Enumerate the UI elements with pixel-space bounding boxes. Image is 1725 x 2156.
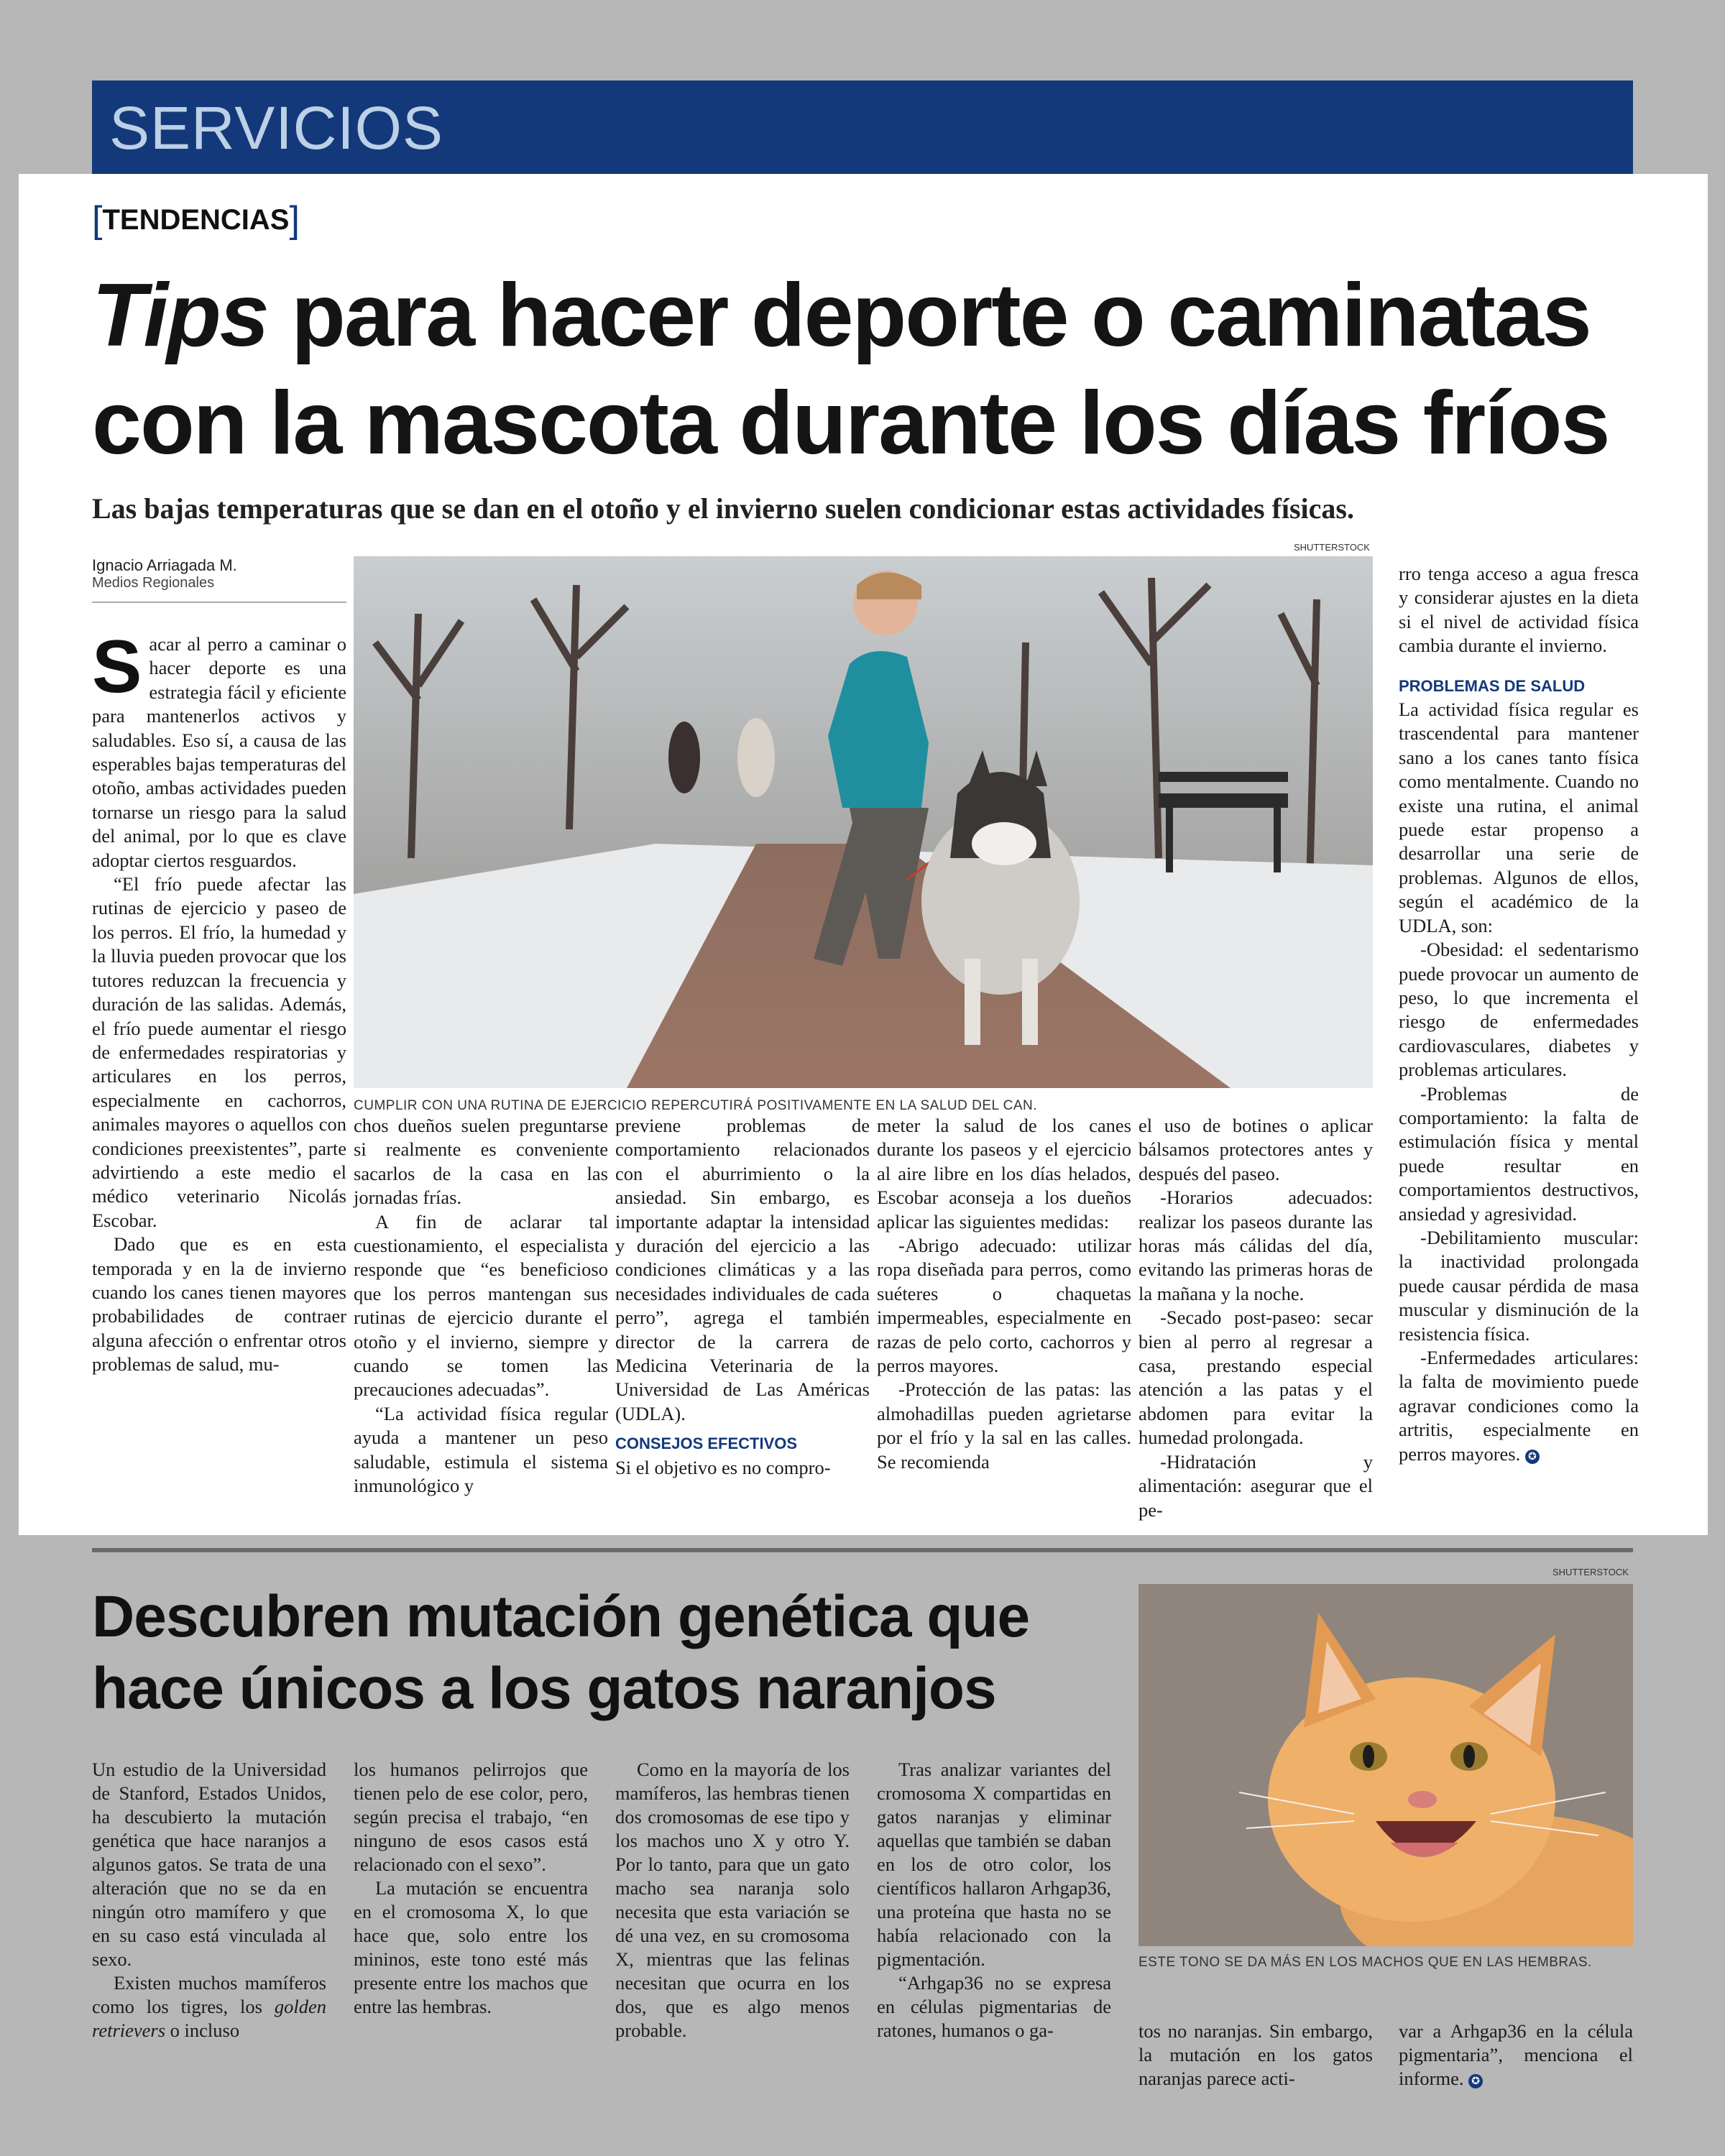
end-of-article-icon: ✪: [1525, 1450, 1540, 1464]
paragraph-text: o incluso: [165, 2019, 240, 2041]
paragraph-text: -Enfermedades articulares: la falta de movimiento puede agravar condiciones como la artritis, especialmente en perros mayores.: [1399, 1347, 1639, 1465]
article2-column-4: [877, 1758, 1111, 2042]
article-column-2: [354, 1114, 608, 1498]
kicker-bracket-open: [: [92, 199, 103, 241]
italic-term: golden retrievers: [92, 1996, 326, 2041]
paragraph: -Protección de las patas: las almohadillas pueden agrietarse por el frío y la sal en las calles. Se recomienda: [877, 1378, 1131, 1473]
paragraph: tos no naranjas. Sin embargo, la mutación en los gatos naranjas parece acti-: [1138, 2020, 1373, 2089]
paragraph-text: Existen muchos mamíferos como los tigres, los: [92, 1972, 326, 2017]
article-deck: Las bajas temperaturas que se dan en el otoño y el invierno suelen condicionar estas actividades físicas.: [92, 492, 1354, 525]
paragraph: [92, 625, 346, 872]
photo-woman-running-with-dog: [354, 556, 1373, 1088]
paragraph: -Horarios adecuados: realizar los paseos durante las horas más cálidas del día, evitando las primeras horas de la mañana y la noche.: [1138, 1187, 1373, 1304]
article-pets-cold: [19, 174, 1708, 1535]
paragraph: -Problemas de comportamiento: la falta de estimulación física y mental puede resultar en comportamientos destructivos, ansiedad y agresividad.: [1399, 1082, 1639, 1225]
paragraph: -Debilitamiento muscular: la inactividad prolongada puede causar pérdida de masa muscular y disminución de la resistencia física.: [1399, 1226, 1639, 1345]
photo-orange-cat: [1138, 1584, 1633, 1946]
subhead-consejos: CONSEJOS EFECTIVOS: [615, 1434, 798, 1453]
paragraph: [92, 1971, 326, 2042]
photo-credit-2: SHUTTERSTOCK: [1552, 1567, 1629, 1577]
subhead-salud: PROBLEMAS DE SALUD: [1399, 676, 1586, 695]
paragraph: La actividad física regular es trascendental para mantener sano a los canes tanto física como mentalmente. Cuando no existe una rutina, el animal puede estar propenso a desarrollar una serie de problemas. Algunos de ellos, según el académico de la UDLA, son:: [1399, 699, 1639, 936]
paragraph: chos dueños suelen preguntarse si realmente es conveniente sacarlos de la casa en las jornadas frías.: [354, 1115, 608, 1209]
headline-part-1: para hacer deporte o caminatas: [267, 266, 1591, 365]
paragraph: previene problemas de comportamiento relacionados con el aburrimiento o la ansiedad. Sin embargo, es importante adaptar la intensidad y duración del ejercicio a las condiciones climáticas y a las necesidades individuales de cada perro”, agrega el también director de la carrera de Medicina Veterinaria de la Universidad de Las Américas (UDLA).: [615, 1115, 870, 1424]
paragraph: meter la salud de los canes durante los paseos y el ejercicio al aire libre en los días helados, Escobar aconseja a los dueños aplicar las siguientes medidas:: [877, 1115, 1131, 1233]
dog-photo-illustration: [354, 556, 1373, 1088]
article-column-4: [877, 1114, 1131, 1474]
paragraph-text: acar al perro a caminar o hacer deporte es una estrategia fácil y eficiente para mantenerlos activos y saludables. Eso sí, a causa de las esperables bajas temperaturas del otoño, ambas actividades pueden tornarse un riesgo para la salud del animal, por lo que es clave adoptar ciertos resguardos.: [92, 633, 346, 871]
section-title: SERVICIOS: [109, 94, 443, 162]
paragraph: Si el objetivo es no compro-: [615, 1456, 831, 1478]
article-divider: [92, 1548, 1633, 1552]
article2-headline: [92, 1581, 1141, 1725]
paragraph: rro tenga acceso a agua fresca y considerar ajustes en la dieta si el nivel de actividad física cambia durante el invierno.: [1399, 563, 1639, 657]
paragraph: Dado que es en esta temporada y en la de invierno cuando los canes tienen mayores probabilidades de contraer alguna afección o enfrentar otros problemas de salud, mu-: [92, 1233, 346, 1376]
paragraph: -Hidratación y alimentación: asegurar que el pe-: [1138, 1450, 1373, 1521]
paragraph: “La actividad física regular ayuda a mantener un peso saludable, estimula el sistema inmunológico y: [354, 1402, 608, 1497]
article-column-5: [1138, 1114, 1373, 1522]
paragraph: Como en la mayoría de los mamíferos, las hembras tienen dos cromosomas de ese tipo y los machos uno X y otro Y. Por lo tanto, para que un gato macho sea naranja solo necesita que esta variación se dé una vez, en su cromosoma X, mientras que las felinas necesitan que ocurra en los dos, que es algo menos probable.: [615, 1759, 850, 2041]
paragraph: los humanos pelirrojos que tienen pelo de ese color, pero, según precisa el trabajo, “en ninguno de esos casos está relacionado con el sexo”.: [354, 1759, 588, 1875]
paragraph: La mutación se encuentra en el cromosoma X, lo que hace que, solo entre los mininos, este tono esté más presente entre los machos que entre las hembras.: [354, 1877, 588, 2017]
kicker: [92, 198, 300, 241]
article-column-1: [92, 625, 346, 1377]
drop-cap: S: [92, 625, 142, 709]
photo-credit: SHUTTERSTOCK: [1294, 542, 1370, 553]
paragraph: Tras analizar variantes del cromosoma X compartidas en gatos naranjas y eliminar aquellas que también se daban en los de otro color, los científicos hallaron Arhgap36, una proteína que hasta no se había relacionado con la pigmentación.: [877, 1759, 1111, 1970]
kicker-text: TENDENCIAS: [102, 204, 290, 236]
paragraph: “El frío puede afectar las rutinas de ejercicio y paseo de los perros. El frío, la humedad y la lluvia pueden provocar que los tutores reduzcan la frecuencia y duración de las salidas. Además, el frío puede aumentar el riesgo de enfermedades respiratorias y articulares en los perros, especialmente en cachorros, animales mayores o aquellos con condiciones preexistentes”, parte advirtiendo a este medio el médico veterinario Nicolás Escobar.: [92, 873, 346, 1231]
end-of-article-icon: ✪: [1468, 2074, 1483, 2088]
article2-column-2: [354, 1758, 588, 2019]
article-column-3: [615, 1114, 870, 1480]
paragraph: -Obesidad: el sedentarismo puede provocar un aumento de peso, lo que incrementa el riesgo de enfermedades cardiovasculares, diabetes y problemas articulares.: [1399, 939, 1639, 1081]
article-headline: [92, 262, 1673, 477]
paragraph: -Abrigo adecuado: utilizar ropa diseñada para perros, como suéteres o chaquetas impermeables, especialmente en razas de pelo corto, cachorros y perros mayores.: [877, 1235, 1131, 1377]
paragraph: Un estudio de la Universidad de Stanford, Estados Unidos, ha descubierto la mutación genética que hace naranjos a algunos gatos. Se trata de una alteración que no se da en ningún otro mamífero y que en su caso está vinculada al sexo.: [92, 1759, 326, 1970]
headline-italic: Tips: [92, 266, 268, 365]
article2-column-1: [92, 1758, 326, 2042]
author-outlet: Medios Regionales: [92, 575, 215, 591]
article2-column-5: [1138, 2019, 1373, 2091]
paragraph: A fin de aclarar tal cuestionamiento, el especialista responde que “es beneficioso que los perros mantengan sus rutinas de ejercicio durante el otoño y el invierno, siempre y cuando se tomen las precauciones adecuadas”.: [354, 1210, 608, 1401]
photo-caption: CUMPLIR CON UNA RUTINA DE EJERCICIO REPERCUTIRÁ POSITIVAMENTE EN LA SALUD DEL CAN.: [354, 1098, 1038, 1113]
author-name: Ignacio Arriagada M.: [92, 556, 237, 574]
cat-photo-illustration: [1138, 1584, 1633, 1946]
headline2-line-1: Descubren mutación genética que: [92, 1584, 1030, 1649]
byline: [92, 556, 346, 603]
paragraph: -Secado post-paseo: secar bien al perro al regresar a casa, prestando especial atención a las patas y el abdomen para evitar la humedad prolongada.: [1138, 1307, 1373, 1449]
paragraph-text: var a Arhgap36 en la célula pigmentaria”, menciona el informe.: [1399, 2020, 1633, 2089]
headline-part-2: con la mascota durante los días fríos: [92, 374, 1609, 473]
article2-column-6: [1399, 2019, 1633, 2091]
photo-caption-2: ESTE TONO SE DA MÁS EN LOS MACHOS QUE EN LAS HEMBRAS.: [1138, 1955, 1592, 1970]
paragraph: “Arhgap36 no se expresa en células pigmentarias de ratones, humanos o ga-: [877, 1972, 1111, 2041]
kicker-bracket-close: ]: [289, 199, 300, 241]
paragraph: el uso de botines o aplicar bálsamos protectores antes y después del paseo.: [1138, 1115, 1373, 1184]
article2-column-3: [615, 1758, 850, 2042]
paragraph: [1399, 1346, 1639, 1466]
headline2-line-2: hace únicos a los gatos naranjos: [92, 1656, 996, 1721]
paragraph: [1399, 2019, 1633, 2091]
section-header-bar: [92, 80, 1633, 174]
article-column-6: [1399, 562, 1639, 1466]
